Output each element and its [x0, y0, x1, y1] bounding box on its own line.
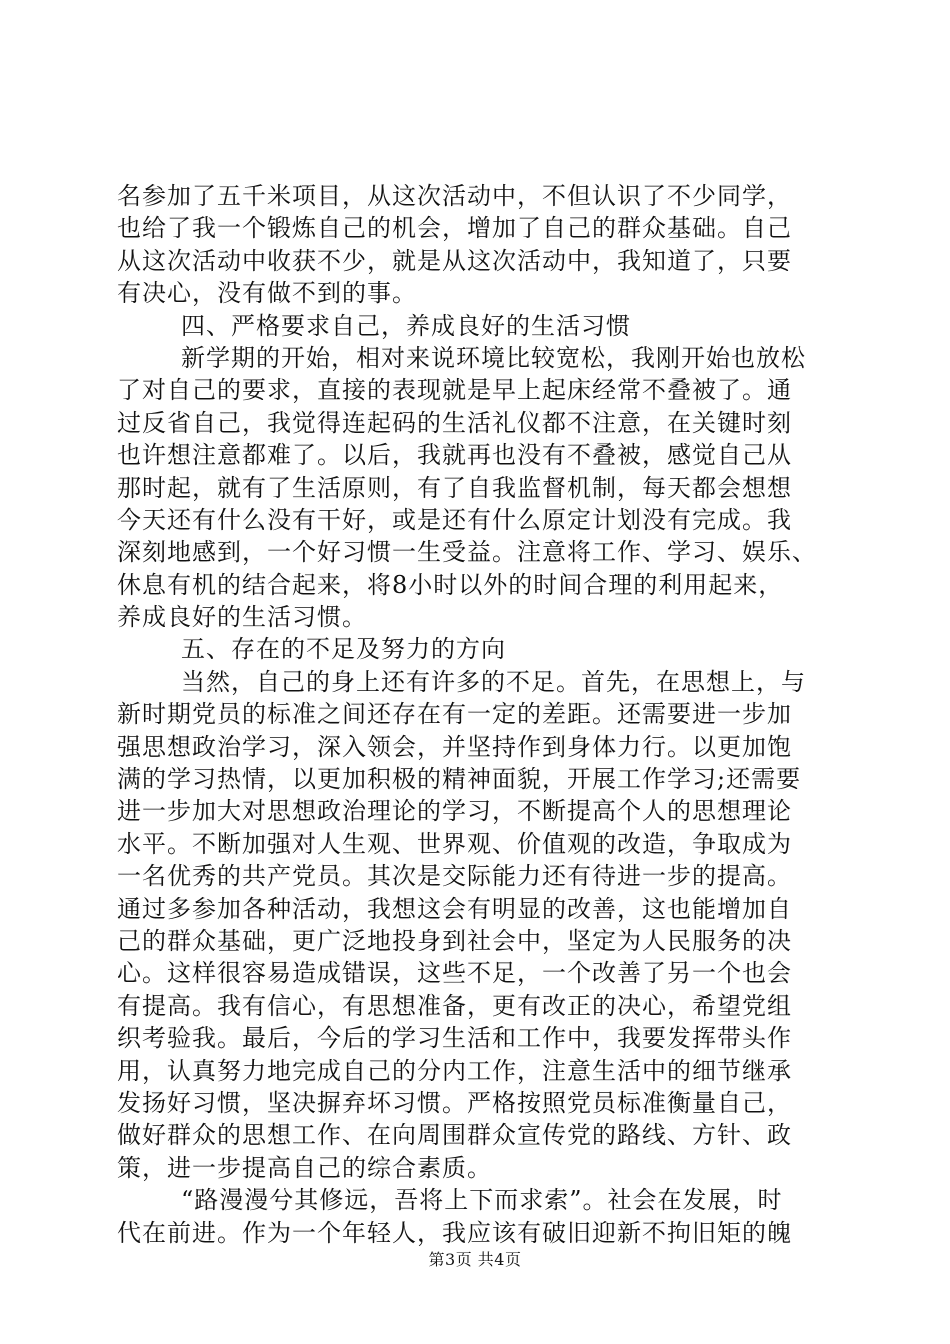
text-line: 策，进一步提高自己的综合素质。	[117, 1153, 492, 1182]
text-line: 水平。不断加强对人生观、世界观、价值观的改造，争取成为	[117, 829, 792, 858]
text-line: 深刻地感到，一个好习惯一生受益。注意将工作、学习、娱乐、	[117, 538, 817, 567]
section-heading: 五、存在的不足及努力的方向	[181, 635, 506, 664]
text-line: 也给了我一个锻炼自己的机会，增加了自己的群众基础。自己	[117, 214, 792, 243]
text-line: 过反省自己，我觉得连起码的生活礼仪都不注意，在关键时刻	[117, 408, 792, 437]
page-footer	[0, 1247, 950, 1270]
text-line: 有决心，没有做不到的事。	[117, 279, 417, 308]
text-line: 从这次活动中收获不少，就是从这次活动中，我知道了，只要	[117, 246, 792, 275]
text-line: 代在前进。作为一个年轻人，我应该有破旧迎新不拘旧矩的魄	[117, 1218, 792, 1247]
text-line: 今天还有什么没有干好，或是还有什么原定计划没有完成。我	[117, 505, 792, 534]
text-line: 了对自己的要求，直接的表现就是早上起床经常不叠被了。通	[117, 376, 792, 405]
text-line: 用，认真努力地完成自己的分内工作，注意生活中的细节继承	[117, 1056, 792, 1085]
text-line: 新学期的开始，相对来说环境比较宽松，我刚开始也放松	[181, 343, 806, 372]
text-line: 发扬好习惯，坚决摒弃坏习惯。严格按照党员标准衡量自己，	[117, 1088, 792, 1117]
text-line: 名参加了五千米项目，从这次活动中，不但认识了不少同学，	[117, 182, 792, 210]
text-line: 心。这样很容易造成错误，这些不足，一个改善了另一个也会	[117, 959, 792, 988]
text-line: 当然，自己的身上还有许多的不足。首先，在思想上，与	[181, 667, 806, 696]
page-number-label: 第3页 共4页	[428, 1250, 522, 1269]
text-line: 一名优秀的共产党员。其次是交际能力还有待进一步的提高。	[117, 862, 792, 891]
text-line: 强思想政治学习，深入领会，并坚持作到身体力行。以更加饱	[117, 732, 792, 761]
text-line: 休息有机的结合起来，将8小时以外的时间合理的利用起来，	[117, 570, 784, 599]
text-line: 己的群众基础，更广泛地投身到社会中，坚定为人民服务的决	[117, 926, 792, 955]
document-body	[117, 180, 847, 1249]
text-line: 织考验我。最后，今后的学习生活和工作中，我要发挥带头作	[117, 1024, 792, 1053]
text-line: 满的学习热情，以更加积极的精神面貌，开展工作学习;还需要	[117, 765, 802, 794]
text-line: 有提高。我有信心，有思想准备，更有改正的决心，希望党组	[117, 991, 792, 1020]
text-line: 那时起，就有了生活原则，有了自我监督机制，每天都会想想	[117, 473, 792, 502]
text-line: 通过多参加各种活动，我想这会有明显的改善，这也能增加自	[117, 894, 792, 923]
text-line: 新时期党员的标准之间还存在有一定的差距。还需要进一步加	[117, 700, 792, 729]
text-line: 做好群众的思想工作、在向周围群众宣传党的路线、方针、政	[117, 1121, 792, 1150]
text-line: “路漫漫兮其修远，吾将上下而求索”。社会在发展，时	[181, 1186, 783, 1215]
text-line: 进一步加大对思想政治理论的学习，不断提高个人的思想理论	[117, 797, 792, 826]
text-line: 也许想注意都难了。以后，我就再也没有不叠被，感觉自己从	[117, 441, 792, 470]
section-heading: 四、严格要求自己，养成良好的生活习惯	[181, 311, 631, 340]
text-line: 养成良好的生活习惯。	[117, 603, 367, 632]
